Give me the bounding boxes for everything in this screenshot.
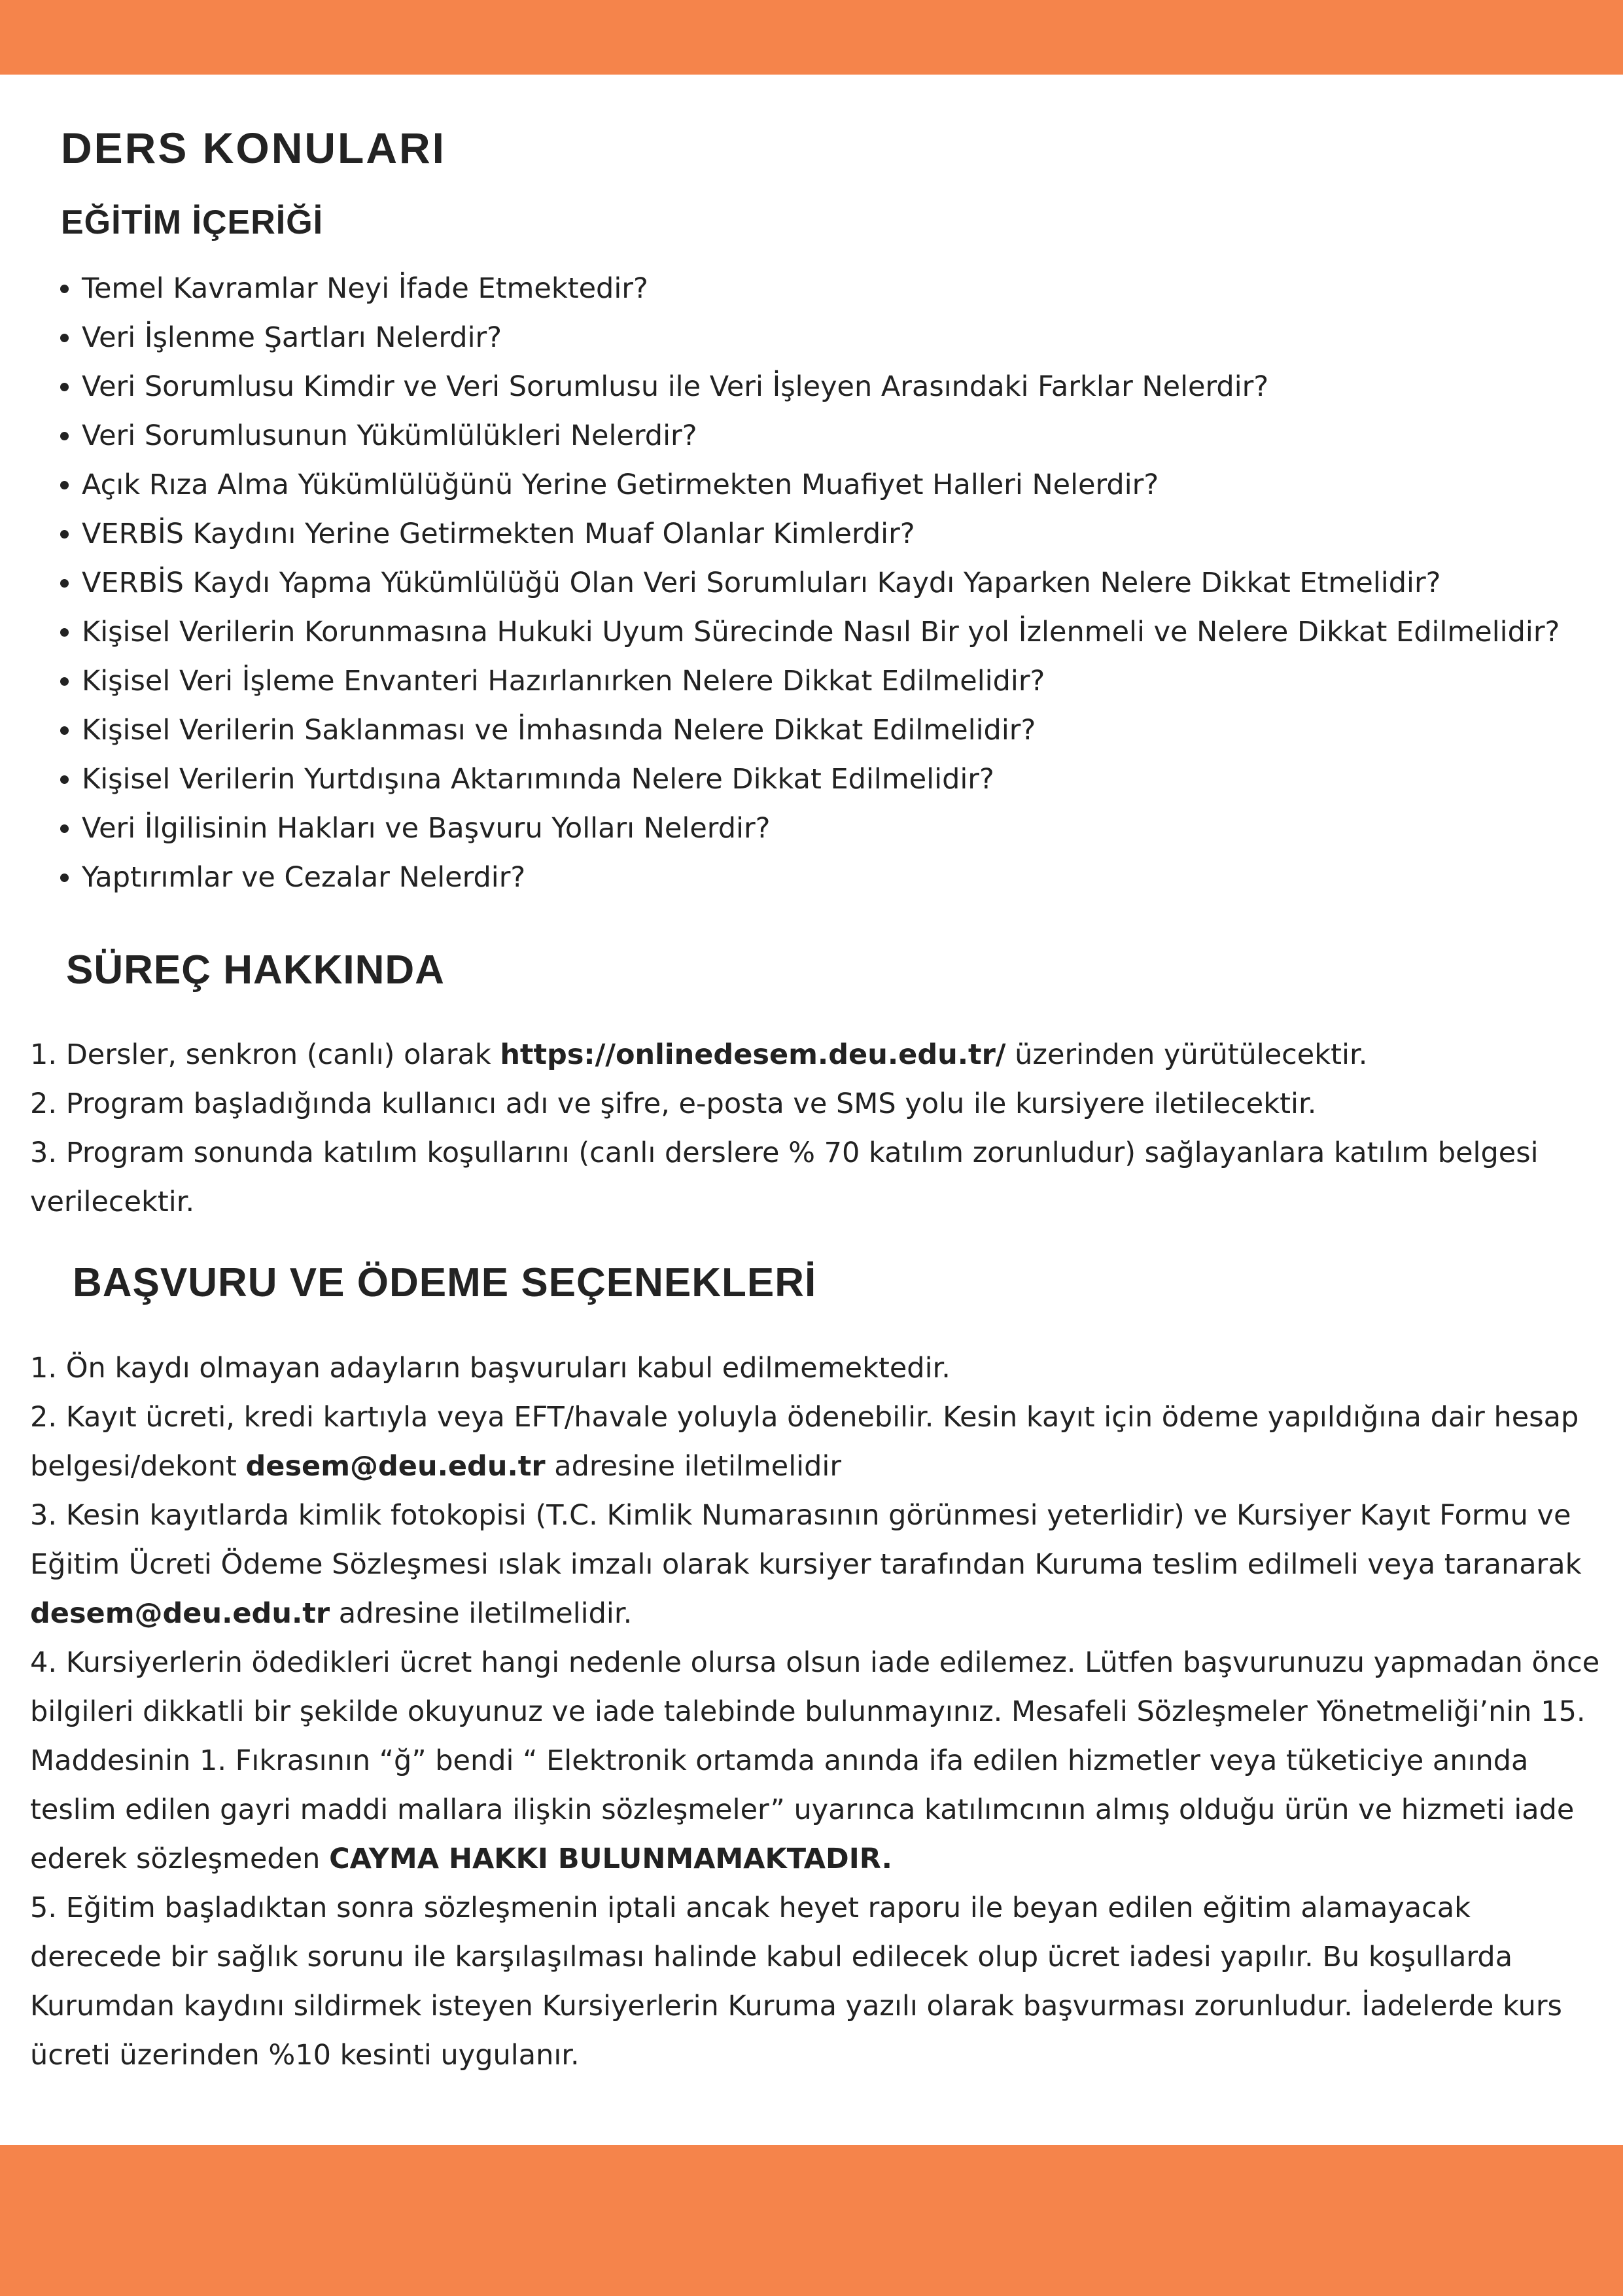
list-item: • Yaptırımlar ve Cezalar Nelerdir? [82,853,1623,902]
list-item: • Kişisel Verilerin Saklanması ve İmhasında Nelere Dikkat Edilmelidir? [82,706,1623,755]
contact-email: desem@deu.edu.tr [30,1597,330,1630]
page-content [0,75,1623,2145]
list-item: • Kişisel Verilerin Korunmasına Hukuki Uyum Sürecinde Nasıl Bir yol İzlenmeli ve Nelere Dikkat Edilmelidir? [82,608,1623,657]
section-subtitle: EĞİTİM İÇERİĞİ [61,203,324,241]
application-heading: BAŞVURU VE ÖDEME SEÇENEKLERİ [73,1260,817,1305]
list-item: • Açık Rıza Alma Yükümlülüğünü Yerine Getirmekten Muafiyet Halleri Nelerdir? [82,461,1623,510]
list-item: • Kişisel Verilerin Yurtdışına Aktarımında Nelere Dikkat Edilmelidir? [82,755,1623,804]
top-banner [0,0,1623,75]
process-item-1: 1. Dersler, senkron (canlı) olarak https://onlinedesem.deu.edu.tr/ üzerinden yürütülecektir. [30,1038,1368,1071]
page-title: DERS KONULARI [61,124,447,172]
contact-email: desem@deu.edu.tr [245,1450,546,1483]
platform-url: https://onlinedesem.deu.edu.tr/ [500,1038,1006,1071]
list-item: • Veri Sorumlusunun Yükümlülükleri Nelerdir? [82,412,1623,461]
list-item: • VERBİS Kaydı Yapma Yükümlülüğü Olan Veri Sorumluları Kaydı Yaparken Nelere Dikkat Etmelidir? [82,559,1623,608]
application-item-1: 1. Ön kaydı olmayan adayların başvuruları kabul edilmemektedir. [30,1352,951,1385]
topic-list [46,264,1623,902]
process-item-3: 3. Program sonunda katılım koşullarını (canlı derslere % 70 katılım zorunludur) sağlayanlara katılım belgesi verilecektir. [30,1137,1539,1218]
process-section [30,1031,1600,1227]
no-withdrawal-notice: CAYMA HAKKI BULUNMAMAKTADIR. [329,1843,892,1875]
application-section [30,1344,1600,2080]
process-item-2: 2. Program başladığında kullanıcı adı ve şifre, e-posta ve SMS yolu ile kursiyere iletilecektir. [30,1087,1317,1120]
list-item: • Kişisel Veri İşleme Envanteri Hazırlanırken Nelere Dikkat Edilmelidir? [82,657,1623,706]
process-heading: SÜREÇ HAKKINDA [66,947,445,993]
list-item: • VERBİS Kaydını Yerine Getirmekten Muaf Olanlar Kimlerdir? [82,510,1623,559]
bottom-banner [0,2145,1623,2296]
application-item-2: 2. Kayıt ücreti, kredi kartıyla veya EFT/havale yoluyla ödenebilir. Kesin kayıt için ödeme yapıldığına dair hesap belgesi/dekont desem@deu.edu.tr adresine iletilmelidir [30,1401,1579,1483]
list-item: • Veri İlgilisinin Hakları ve Başvuru Yolları Nelerdir? [82,804,1623,853]
list-item: • Veri İşlenme Şartları Nelerdir? [82,313,1623,362]
application-item-5: 5. Eğitim başladıktan sonra sözleşmenin iptali ancak heyet raporu ile beyan edilen eğitim alamayacak derecede bir sağlık sorunu ile karşılaşılması halinde kabul edilecek olup ücret iadesi yapılır. Bu koşullarda Kurumdan kaydını sildirmek isteyen Kursiyerlerin Kuruma yazılı olarak başvurması zorunludur. İadelerde kurs ücreti üzerinden %10 kesinti uygulanır. [30,1892,1562,2072]
application-item-4: 4. Kursiyerlerin ödedikleri ücret hangi nedenle olursa olsun iade edilemez. Lütfen başvurunuzu yapmadan önce bilgileri dikkatli bir şekilde okuyunuz ve iade talebinde bulunmayınız. Mesafeli Sözleşmeler Yönetmeliği’nin 15. Maddesinin 1. Fıkrasının “ğ” bendi “ Elektronik ortamda anında ifa edilen hizmetler veya tüketiciye anında teslim edilen gayri maddi mallara ilişkin sözleşmeler” uyarınca katılımcının almış olduğu ürün ve hizmeti iade ederek sözleşmeden CAYMA HAKKI BULUNMAMAKTADIR. [30,1646,1600,1875]
list-item: • Veri Sorumlusu Kimdir ve Veri Sorumlusu ile Veri İşleyen Arasındaki Farklar Nelerdir? [82,362,1623,412]
list-item: • Temel Kavramlar Neyi İfade Etmektedir? [82,264,1623,313]
application-item-3: 3. Kesin kayıtlarda kimlik fotokopisi (T.C. Kimlik Numarasının görünmesi yeterlidir) ve Kursiyer Kayıt Formu ve Eğitim Ücreti Ödeme Sözleşmesi ıslak imzalı olarak kursiyer tarafından Kuruma teslim edilmeli veya taranarak desem@deu.edu.tr adresine iletilmelidir. [30,1499,1582,1630]
